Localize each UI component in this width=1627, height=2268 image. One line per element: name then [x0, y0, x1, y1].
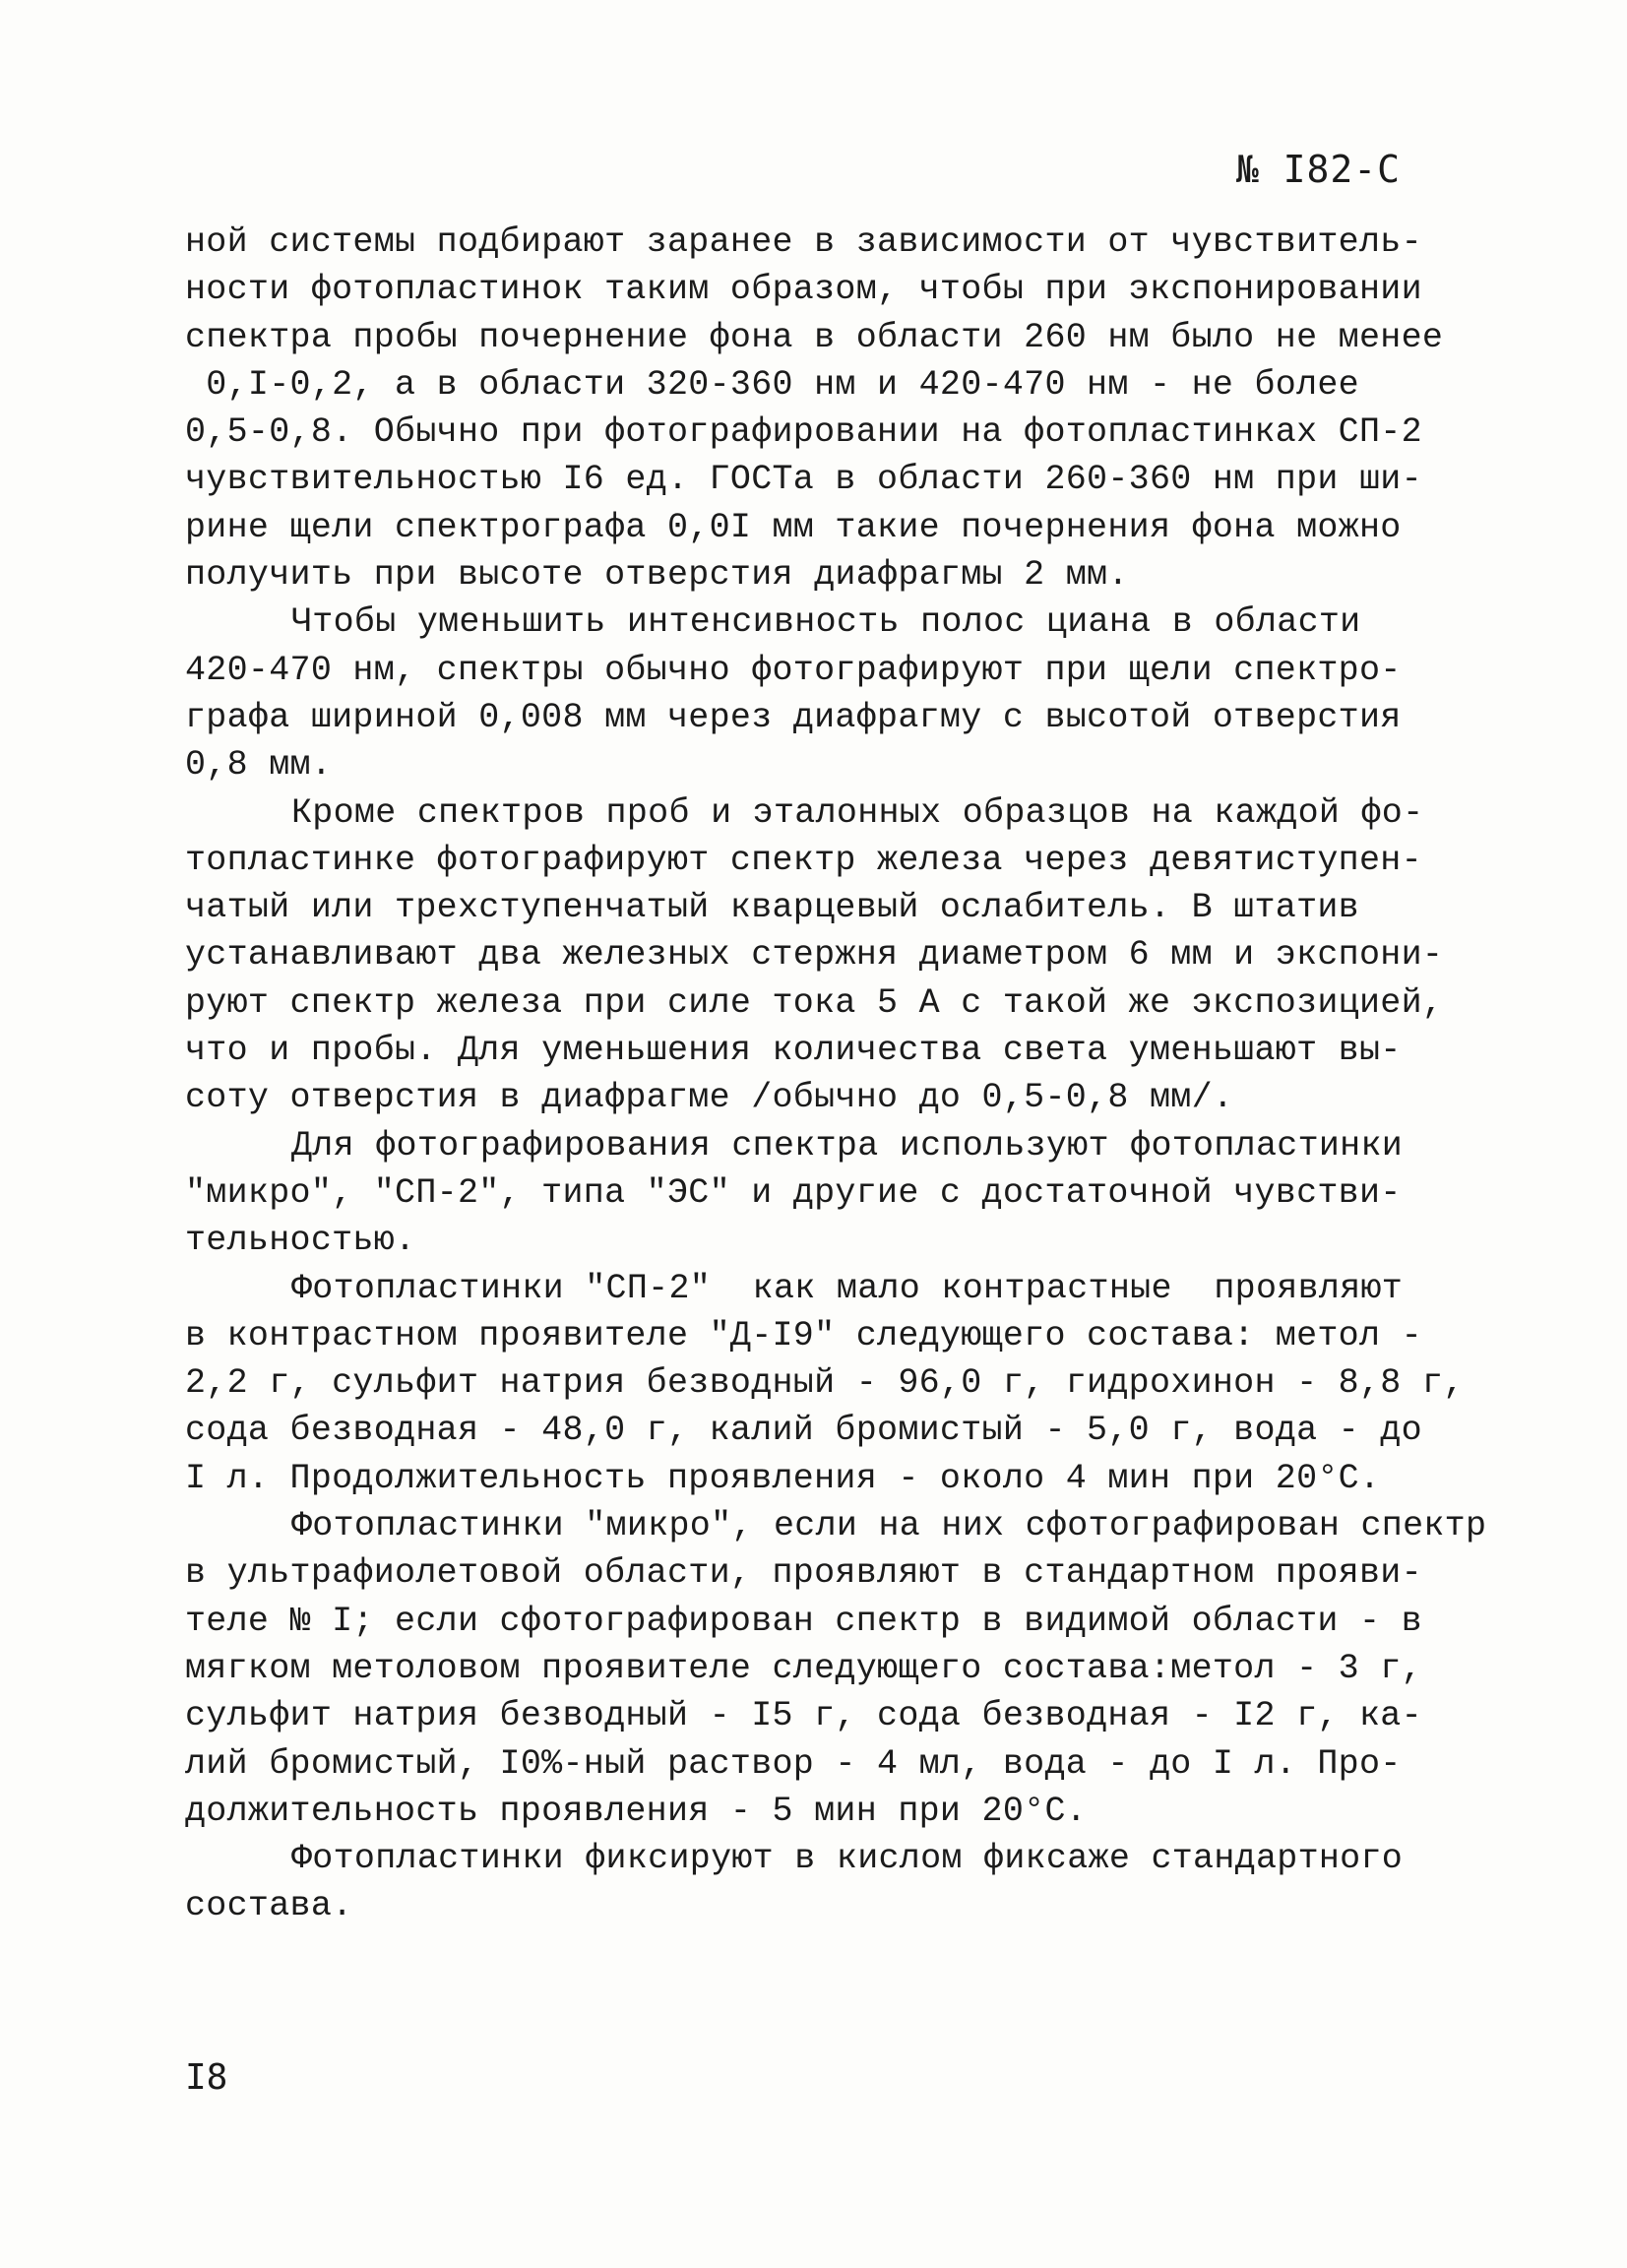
text-line: получить при высоте отверстия диафрагмы 2 мм.	[185, 555, 1129, 596]
text-line: теле № I; если сфотографирован спектр в видимой области - в	[185, 1601, 1422, 1641]
text-line: сульфит натрия безводный - I5 г, сода безводная - I2 г, ка-	[185, 1696, 1422, 1736]
text-line: руют спектр железа при силе тока 5 А с такой же экспозицией,	[185, 982, 1444, 1023]
text-line: 0,I-0,2, а в области 320-360 нм и 420-470 нм - не более	[185, 364, 1359, 405]
text-line: в контрастном проявителе "Д-I9" следующего состава: метол -	[185, 1315, 1422, 1355]
text-line: ности фотопластинок таким образом, чтобы при экспонировании	[185, 270, 1422, 310]
text-line: что и пробы. Для уменьшения количества света уменьшают вы-	[185, 1031, 1402, 1071]
text-line: мягком метоловом проявителе следующего состава:метол - 3 г,	[185, 1648, 1422, 1688]
text-line: 0,8 мм.	[185, 745, 333, 786]
text-line: состава.	[185, 1886, 353, 1926]
paragraph-first-line: Фотопластинки фиксируют в кислом фиксаже стандартного	[291, 1839, 1404, 1879]
text-line: I л. Продолжительность проявления - около 4 мин при 20°С.	[185, 1458, 1381, 1498]
text-line: ной системы подбирают заранее в зависимости от чувствитель-	[185, 222, 1422, 262]
text-line: 0,5-0,8. Обычно при фотографировании на фотопластинках СП-2	[185, 412, 1422, 453]
text-line: 2,2 г, сульфит натрия безводный - 96,0 г, гидрохинон - 8,8 г,	[185, 1363, 1465, 1404]
paragraph-first-line: Чтобы уменьшить интенсивность полос циана в области	[291, 602, 1361, 643]
text-line: соту отверстия в диафрагме /обычно до 0,5-0,8 мм/.	[185, 1078, 1234, 1118]
text-line: тельностью.	[185, 1221, 416, 1261]
text-line: спектра пробы почернение фона в области 260 нм было не менее	[185, 317, 1444, 357]
text-line: 420-470 нм, спектры обычно фотографируют при щели спектро-	[185, 650, 1402, 690]
body-text	[185, 219, 1487, 1930]
text-line: чатый или трехступенчатый кварцевый ослабитель. В штатив	[185, 888, 1359, 928]
page-number: I8	[185, 2057, 228, 2098]
text-line: рине щели спектрографа 0,0I мм такие почернения фона можно	[185, 507, 1402, 547]
document-number: № I82-С	[1235, 148, 1401, 191]
text-line: "микро", "СП-2", типа "ЭС" и другие с достаточной чувстви-	[185, 1172, 1402, 1213]
text-line: чувствительностью I6 ед. ГОСТа в области 260-360 нм при ши-	[185, 460, 1422, 500]
text-line: в ультрафиолетовой области, проявляют в стандартном прояви-	[185, 1553, 1422, 1594]
paragraph-first-line: Кроме спектров проб и эталонных образцов на каждой фо-	[291, 792, 1424, 833]
paragraph-first-line: Для фотографирования спектра используют фотопластинки	[291, 1125, 1404, 1166]
text-line: сода безводная - 48,0 г, калий бромистый - 5,0 г, вода - до	[185, 1411, 1422, 1451]
paragraph-first-line: Фотопластинки "СП-2" как мало контрастные проявляют	[291, 1268, 1404, 1308]
text-line: топластинке фотографируют спектр железа через девятиступен-	[185, 840, 1422, 880]
text-line: должительность проявления - 5 мин при 20°С.	[185, 1791, 1088, 1831]
text-line: лий бромистый, I0%-ный раствор - 4 мл, вода - до I л. Про-	[185, 1743, 1402, 1784]
paragraph-first-line: Фотопластинки "микро", если на них сфотографирован спектр	[291, 1506, 1487, 1546]
text-line: устанавливают два железных стержня диаметром 6 мм и экспони-	[185, 935, 1444, 976]
text-line: графа шириной 0,008 мм через диафрагму с высотой отверстия	[185, 697, 1402, 737]
